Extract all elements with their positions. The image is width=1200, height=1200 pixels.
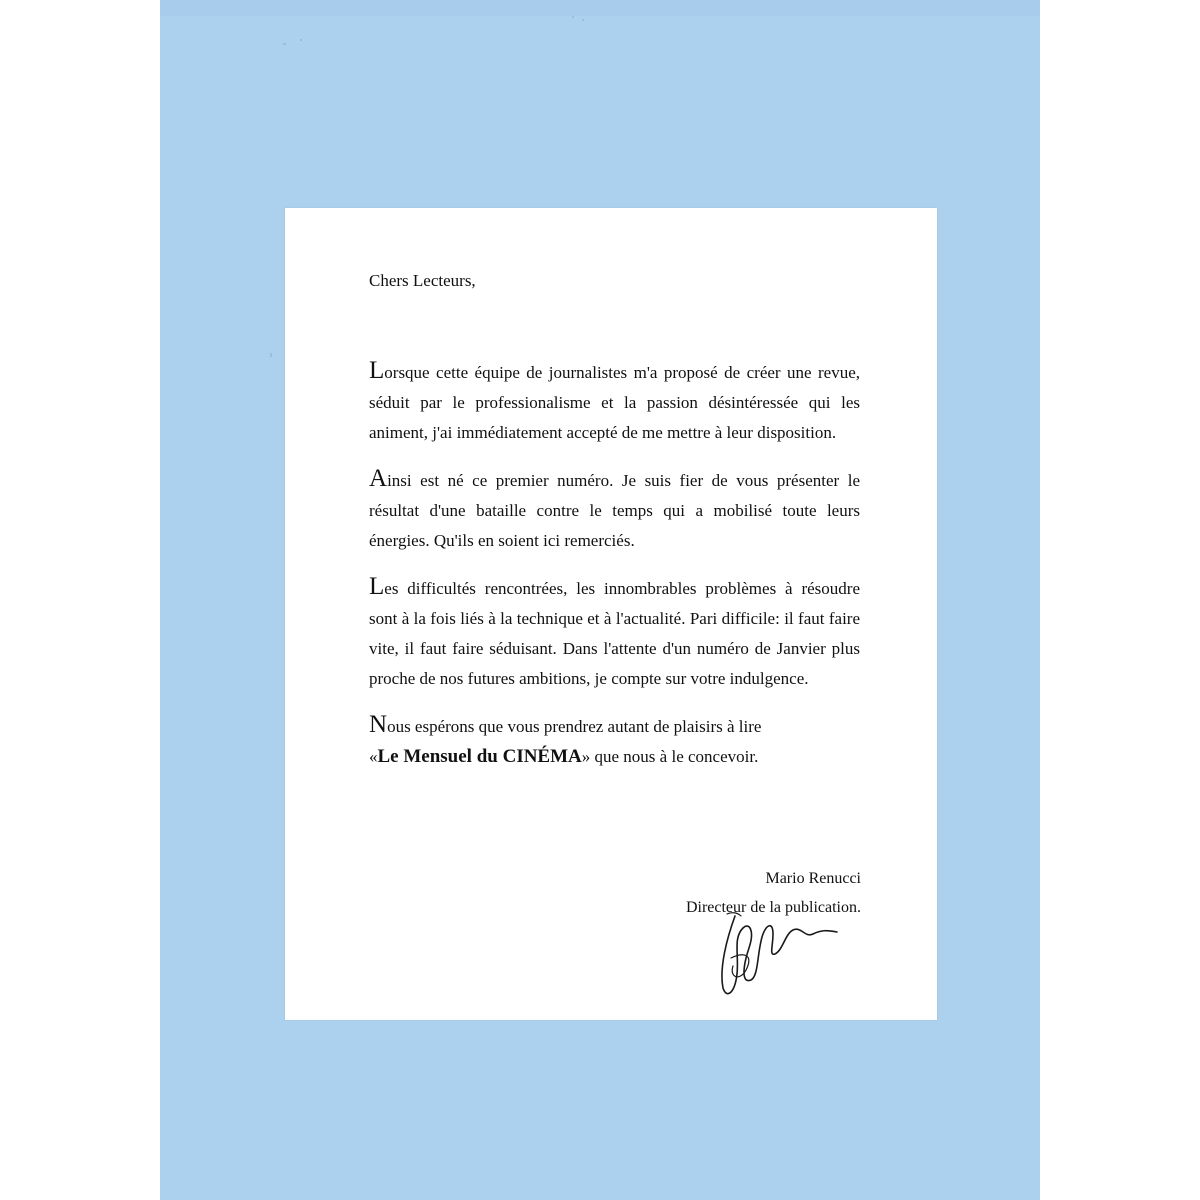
salutation: Chers Lecteurs,: [369, 271, 476, 290]
dust-speck: [300, 39, 302, 41]
paragraph-text: orsque cette équipe de journalistes m'a proposé de créer une revue, séduit par le professionalisme et la passion désintéressée qui les animent, j'ai immédiatement accepté de me mettre à leur disposition.: [369, 363, 860, 442]
initial-letter: L: [369, 573, 385, 600]
paragraph-1: [369, 356, 860, 448]
initial-letter: L: [369, 357, 385, 384]
initial-letter: A: [369, 465, 388, 492]
dust-speck: [283, 43, 286, 45]
signer-name: Mario Renucci: [765, 870, 861, 887]
letter-body: [369, 266, 860, 772]
closing-paragraph: [369, 710, 860, 772]
closing-line-2: que nous à le concevoir.: [590, 747, 759, 766]
closing-line-1: ous espérons que vous prendrez autant de plaisirs à lire: [387, 717, 762, 736]
handwritten-signature: [713, 908, 843, 1008]
paragraph-text: es difficultés rencontrées, les innombrables problèmes à résoudre sont à la fois liés à la technique et à l'actualité. Pari difficile: il faut faire vite, il faut faire séduisant. Dans l'attente d'un numéro de Janvier plus proche de nos futures ambitions, je compte sur votre indulgence.: [369, 579, 860, 688]
paragraph-text: insi est né ce premier numéro. Je suis fier de vous présenter le résultat d'une bataille contre le temps qui a mobilisé toute leurs énergies. Qu'ils en soient ici remerciés.: [369, 471, 860, 550]
quote-close: »: [581, 747, 591, 766]
folder-top-edge: [160, 0, 1040, 16]
publication-title: Le Mensuel du CINÉMA: [377, 746, 582, 767]
paragraph-3: [369, 572, 860, 694]
paragraph-2: [369, 464, 860, 556]
dust-speck: [270, 353, 272, 357]
letter-sheet: [285, 208, 937, 1020]
initial-letter: N: [369, 711, 388, 738]
dust-speck: [582, 19, 584, 21]
quote-open: «: [369, 747, 378, 766]
dust-speck: [572, 16, 574, 18]
signer-title: Directeur de la publication.: [685, 899, 861, 916]
